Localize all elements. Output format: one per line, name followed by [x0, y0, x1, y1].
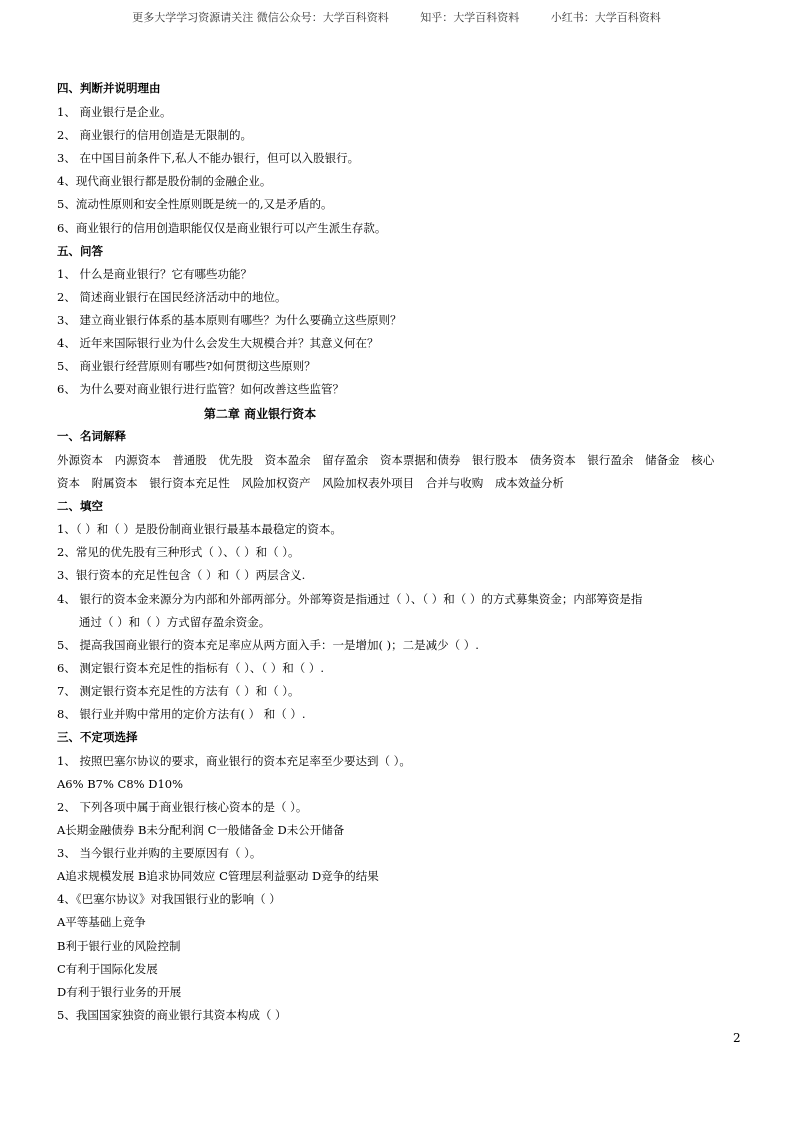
- list-item: 5、 商业银行经营原则有哪些?如何贯彻这些原则？: [57, 359, 316, 373]
- terms-row: [57, 472, 747, 495]
- list-item: 6、 测定银行资本充足性的指标有（ ）、（ ）和（ ）.: [57, 661, 325, 675]
- list-item: 3、 建立商业银行体系的基本原则有哪些？为什么要确立这些原则？: [57, 313, 402, 327]
- page-number: 2: [733, 1031, 741, 1045]
- question: 2、 下列各项中属于商业银行核心资本的是（ ）。: [57, 800, 308, 814]
- question: 1、 按照巴塞尔协议的要求，商业银行的资本充足率至少要达到（ ）。: [57, 754, 411, 768]
- question: 4、《巴塞尔协议》对我国银行业的影响（ ）: [57, 892, 281, 906]
- list-item: 8、 银行业并购中常用的定价方法有( ） 和（ ）.: [57, 707, 306, 721]
- list-item: 4、 近年来国际银行业为什么会发生大规模合并？其意义何在？: [57, 336, 379, 350]
- term: 优先股: [218, 453, 253, 467]
- term: 核心: [691, 453, 715, 467]
- list-item: 2、 商业银行的信用创造是无限制的。: [57, 128, 252, 142]
- question: 5、我国国家独资的商业银行其资本构成（ ）: [57, 1008, 287, 1022]
- term: 风险加权资产: [241, 476, 311, 490]
- section-title-terms: 一、名词解释: [57, 429, 126, 443]
- term: 债务资本: [529, 453, 576, 467]
- list-item: 3、银行资本的充足性包含（ ）和（ ）两层含义.: [57, 568, 306, 582]
- options: A长期金融债券 B未分配利润 C一般储备金 D未公开储备: [57, 823, 345, 837]
- term: 储备金: [645, 453, 680, 467]
- section-title-multiple-choice: 三、不定项选择: [57, 730, 138, 744]
- term: 银行盈余: [587, 453, 634, 467]
- list-item: 4、 银行的资本金来源分为内部和外部两部分。外部筹资是指通过（ ）、（ ）和（ ）的方式募集资金；内部筹资是指: [57, 592, 643, 606]
- term: 内源资本: [114, 453, 161, 467]
- options: A6% B7% C8% D10%: [57, 777, 184, 791]
- term: 资本: [57, 476, 80, 490]
- options: A追求规模发展 B追求协同效应 C管理层利益驱动 D竞争的结果: [57, 869, 379, 883]
- term: 普通股: [172, 453, 207, 467]
- term: 资本票据和债券: [379, 453, 461, 467]
- list-item: 1、 什么是商业银行？它有哪些功能？: [57, 267, 252, 281]
- list-item-continuation: 通过（ ）和（ ）方式留存盈余资金。: [79, 615, 271, 629]
- list-item: 5、流动性原则和安全性原则既是统一的,又是矛盾的。: [57, 197, 333, 211]
- list-item: 5、 提高我国商业银行的资本充足率应从两方面入手：一是增加( )；二是减少（ ）.: [57, 638, 479, 652]
- chapter-title: 第二章 商业银行资本: [203, 407, 317, 421]
- term: 附属资本: [91, 476, 138, 490]
- terms-row: [57, 449, 747, 472]
- term: 风险加权表外项目: [322, 476, 415, 490]
- term: 留存盈余: [322, 453, 369, 467]
- term: 成本效益分析: [494, 476, 564, 490]
- term: 银行股本: [472, 453, 519, 467]
- list-item: 6、商业银行的信用创造职能仅仅是商业银行可以产生派生存款。: [57, 221, 387, 235]
- list-item: 4、现代商业银行都是股份制的金融企业。: [57, 174, 272, 188]
- section-title-judgment: 四、判断并说明理由: [57, 81, 161, 95]
- term: 合并与收购: [425, 476, 484, 490]
- question: 3、 当今银行业并购的主要原因有（ ）。: [57, 846, 262, 860]
- list-item: 1、 商业银行是企业。: [57, 105, 172, 119]
- term: 银行资本充足性: [149, 476, 230, 490]
- list-item: 6、 为什么要对商业银行进行监管？如何改善这些监管？: [57, 382, 344, 396]
- list-item: 7、 测定银行资本充足性的方法有（ ）和（ ）。: [57, 684, 300, 698]
- option: A平等基础上竞争: [57, 915, 146, 929]
- terms-list: [57, 449, 747, 495]
- option: B利于银行业的风险控制: [57, 939, 181, 953]
- term: 外源资本: [57, 453, 103, 467]
- option: C有利于国际化发展: [57, 962, 158, 976]
- page-header: 更多大学学习资源请关注 微信公众号：大学百科资料 知乎：大学百科资料 小红书：大学百科资料: [132, 11, 661, 24]
- term: 资本盈余: [264, 453, 311, 467]
- option: D有利于银行业务的开展: [57, 985, 182, 999]
- section-title-qa: 五、问答: [57, 244, 103, 258]
- list-item: 3、 在中国目前条件下,私人不能办银行，但可以入股银行。: [57, 151, 360, 165]
- section-title-fill-blank: 二、填空: [57, 499, 103, 513]
- list-item: 1、（ ）和（ ）是股份制商业银行最基本最稳定的资本。: [57, 522, 342, 536]
- list-item: 2、常见的优先股有三种形式（ ）、（ ）和（ ）。: [57, 545, 300, 559]
- list-item: 2、 简述商业银行在国民经济活动中的地位。: [57, 290, 287, 304]
